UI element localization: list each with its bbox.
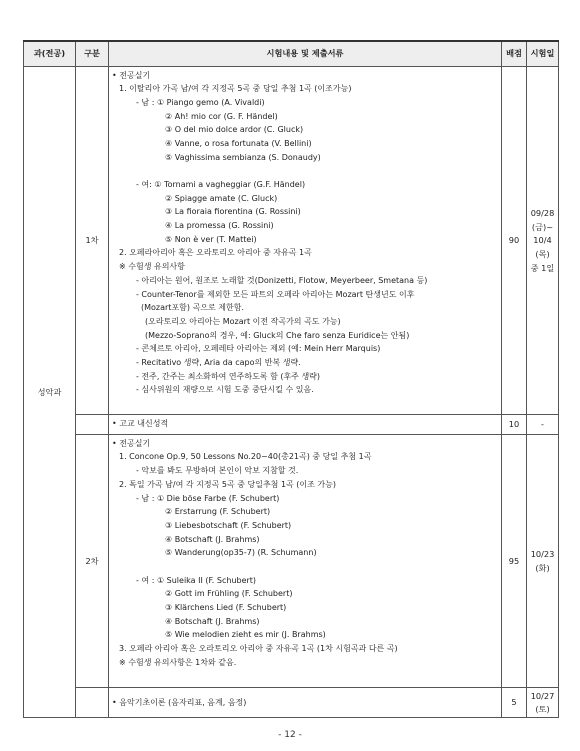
- stage1-line: (Mezzo-Soprano의 경우, 예: Gluck의 Che faro senza Euridice는 안됨): [145, 330, 410, 340]
- record-date: -: [527, 414, 559, 434]
- header-date: 시험일: [527, 41, 559, 66]
- stage2-line: ④ Botschaft (J. Brahms): [165, 534, 260, 544]
- page-number: - 12 -: [278, 730, 302, 740]
- stage1-line: ④ La promessa (G. Rossini): [165, 221, 274, 231]
- record-text: • 고교 내신성적: [109, 414, 502, 434]
- stage2-date: [527, 434, 559, 687]
- stage1-date: [527, 66, 559, 414]
- stage2-score: 95: [502, 434, 527, 687]
- stage2-line: 2. 독일 가곡 남/여 각 지정곡 5곡 중 당일추첨 1곡 (이조 가능): [119, 479, 337, 489]
- department-cell: 성악과: [24, 66, 76, 718]
- stage1-line: - 여: ① Tornami a vagheggiar (G.F. Händel): [136, 180, 306, 189]
- stage2-line: ③ Klärchens Lied (F. Schubert): [165, 603, 287, 613]
- stage2-line: ② Gott im Frühling (F. Schubert): [165, 589, 293, 599]
- stage2-line: ⑤ Wie melodien zieht es mir (J. Brahms): [165, 630, 326, 640]
- theory-score: 5: [502, 687, 527, 717]
- stage2-line: 1. Concone Op.9, 50 Lessons No.20~40(총21곡) 중 당일 추첨 1곡: [119, 452, 372, 462]
- stage1-row: [24, 66, 559, 414]
- stage1-line: 1. 이탈리아 가곡 남/여 각 지정곡 5곡 중 당일 추첨 1곡 (이조가능): [119, 84, 352, 94]
- stage1-line: ⑤ Non è ver (T. Mattei): [165, 234, 257, 244]
- stage2-row: [24, 434, 559, 687]
- stage1-score: 90: [502, 66, 527, 414]
- theory-date: [527, 687, 559, 717]
- stage1-line: ② Ah! mio cor (G. F. Händel): [165, 111, 278, 121]
- stage2-spacer: [112, 560, 497, 574]
- stage1-line: - 심사위원의 재량으로 시험 도중 중단시킬 수 있음.: [136, 385, 314, 395]
- stage1-label: 1차: [76, 66, 109, 414]
- stage2-line: - 여 : ① Suleika II (F. Schubert): [136, 575, 257, 585]
- table-header-row: [24, 41, 559, 66]
- stage1-date-line: 10/4: [533, 235, 552, 246]
- stage1-spacer: [112, 164, 497, 178]
- stage1-date-line: (금)~: [531, 221, 554, 232]
- record-stage-empty: [76, 414, 109, 434]
- stage1-line: ⑤ Vaghissima sembianza (S. Donaudy): [165, 152, 321, 162]
- stage1-line: ② Spiagge amate (C. Gluck): [165, 193, 278, 203]
- stage2-label: 2차: [76, 434, 109, 687]
- stage2-line: ※ 수험생 유의사항은 1차와 같음.: [119, 657, 237, 667]
- stage1-line: ③ La fioraia fiorentina (G. Rossini): [165, 207, 301, 217]
- stage2-content: [109, 434, 502, 687]
- stage2-line: 3. 오페라 아리아 혹은 오라토리오 아리아 중 자유곡 1곡 (1차 시험곡과 다른 곡): [119, 644, 398, 654]
- stage2-line: ④ Botschaft (J. Brahms): [165, 616, 260, 626]
- stage1-line: • 전공실기: [112, 70, 151, 80]
- stage1-line: - 남 : ① Piango gemo (A. Vivaldi): [136, 97, 265, 107]
- stage1-line: 2. 오페라아리아 혹은 오라토리오 아리아 중 자유곡 1곡: [119, 248, 312, 258]
- record-score: 10: [502, 414, 527, 434]
- stage1-line: (오라토리오 아리아는 Mozart 이전 작곡가의 곡도 가능): [145, 316, 341, 326]
- stage2-line: ② Erstarrung (F. Schubert): [165, 507, 271, 517]
- stage1-line: - 아리아는 원어, 원조로 노래할 것(Donizetti, Flotow, Meyerbeer, Smetana 등): [136, 275, 428, 285]
- stage1-line: - Recitativo 생략, Aria da capo의 반복 생략.: [136, 357, 301, 367]
- theory-text: • 음악기초이론 (음자리표, 음계, 음정): [109, 687, 502, 717]
- stage1-line: (Mozart포함) 곡으로 제한함.: [141, 303, 245, 313]
- stage1-date-line: 중 1일: [530, 262, 555, 273]
- theory-date-line: (토): [535, 704, 550, 715]
- stage1-line: ※ 수험생 유의사항: [119, 262, 185, 272]
- stage2-date-line: 10/23: [530, 549, 555, 560]
- header-content: 시험내용 및 제출서류: [109, 41, 502, 66]
- stage2-line: ⑤ Wanderung(op35-7) (R. Schumann): [165, 548, 317, 558]
- theory-row: [24, 687, 559, 717]
- stage2-date-line: (화): [535, 562, 550, 573]
- stage2-line: - 악보를 봐도 무방하며 본인이 악보 지참할 것.: [136, 466, 299, 476]
- stage1-line: ③ O del mio dolce ardor (C. Gluck): [165, 125, 304, 135]
- header-department: 과(전공): [24, 41, 76, 66]
- stage2-line: - 남 : ① Die böse Farbe (F. Schubert): [136, 493, 280, 503]
- stage1-line: ④ Vanne, o rosa fortunata (V. Bellini): [165, 138, 312, 148]
- header-stage: 구분: [76, 41, 109, 66]
- stage2-line: • 전공실기: [112, 438, 151, 448]
- stage2-line: ③ Liebesbotschaft (F. Schubert): [165, 520, 292, 530]
- stage1-content: [109, 66, 502, 414]
- stage1-date-line: (목): [535, 248, 550, 259]
- stage1-line: - 콘체르토 아리아, 오페레타 아리아는 제외 (예: Mein Herr Marquis): [136, 344, 381, 354]
- theory-date-line: 10/27: [530, 690, 555, 701]
- record-row: [24, 414, 559, 434]
- stage1-line: - Counter-Tenor를 제외한 모든 파트의 오페라 아리아는 Mozart 탄생년도 이후: [136, 289, 415, 299]
- stage1-line: - 전주, 간주는 최소화하여 연주하도록 함 (후주 생략): [136, 371, 321, 381]
- theory-stage-empty: [76, 687, 109, 717]
- header-score: 배점: [502, 41, 527, 66]
- stage1-date-line: 09/28: [530, 207, 555, 218]
- exam-table: [23, 40, 559, 718]
